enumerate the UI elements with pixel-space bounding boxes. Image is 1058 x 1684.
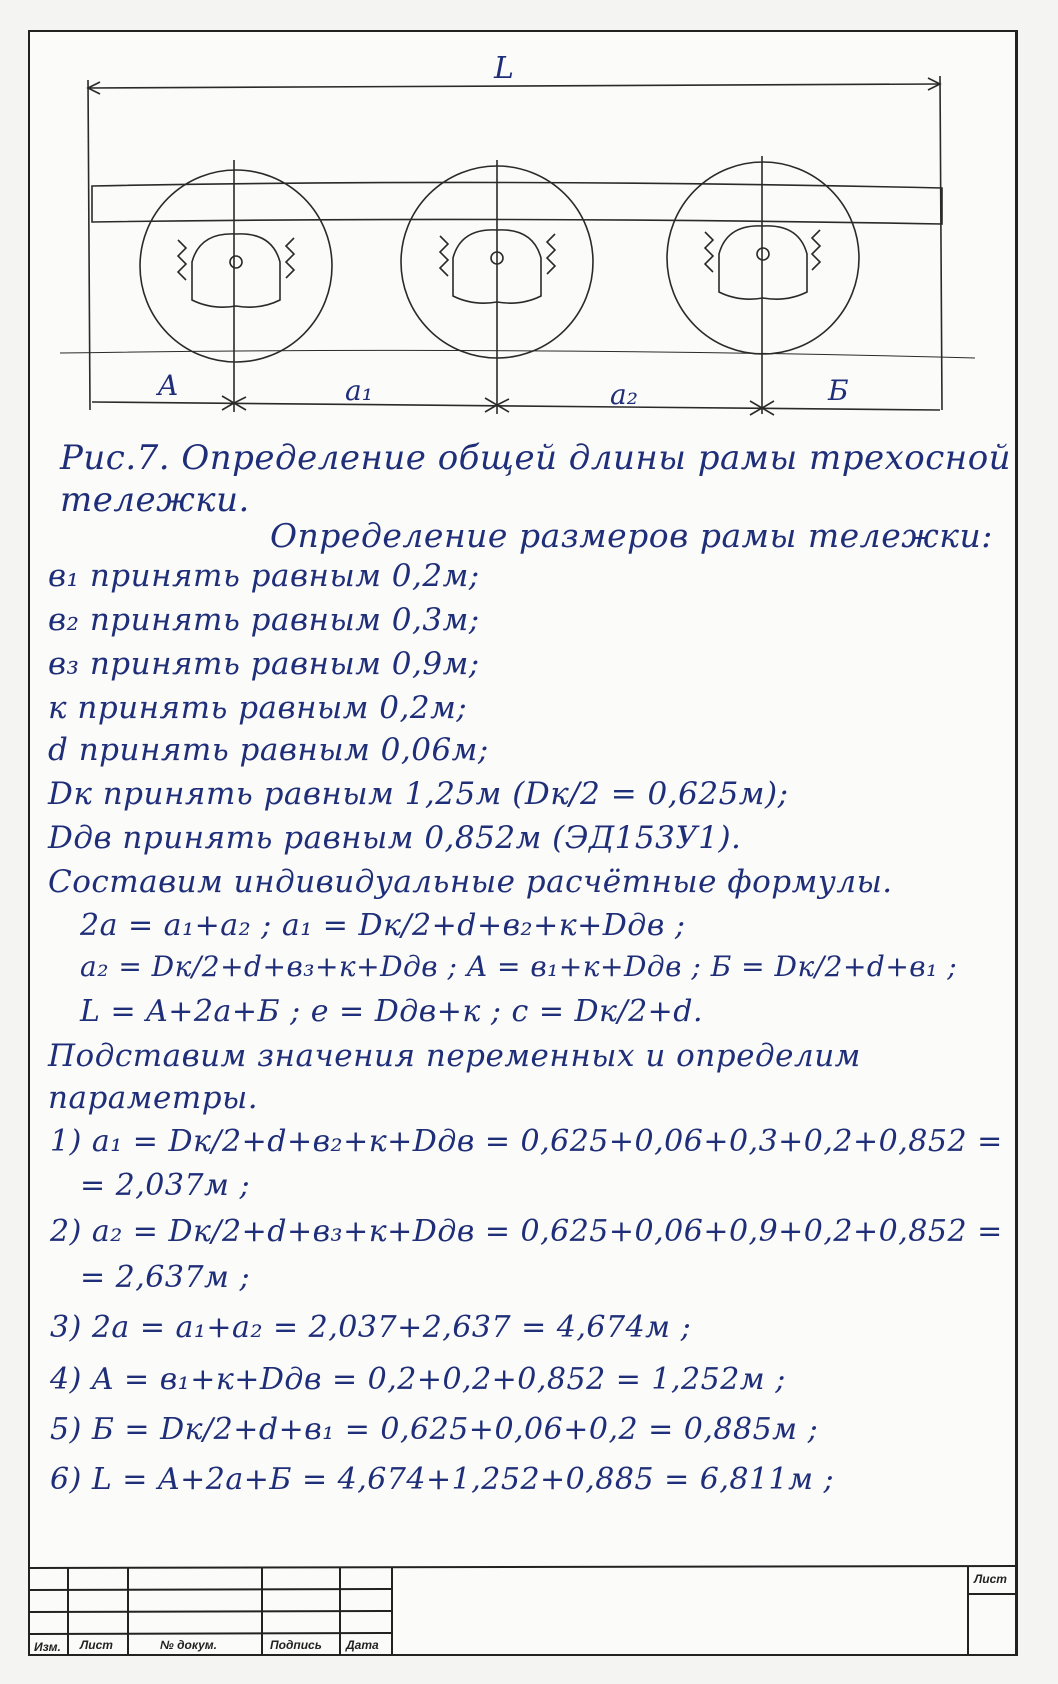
calc-1: 1) a₁ = Dк/2+d+в₂+к+Dдв = 0,625+0,06+0,3+0,2+0,852 =: [50, 1124, 1003, 1159]
param-b3: в₃ принять равным 0,9м;: [48, 646, 480, 682]
calc-1-result: = 2,037м ;: [80, 1168, 251, 1203]
param-d: d принять равным 0,06м;: [48, 732, 489, 768]
label-B: Б: [828, 374, 849, 407]
label-a1: a₁: [345, 374, 373, 407]
section-heading: Определение размеров рамы тележки:: [270, 516, 993, 555]
formula-line-3: L = A+2a+Б ; e = Dдв+к ; c = Dк/2+d.: [80, 994, 704, 1029]
stamp-sheet-label: Лист: [974, 1572, 1007, 1586]
calc-4: 4) A = в₁+к+Dдв = 0,2+0,2+0,852 = 1,252м ;: [50, 1362, 786, 1397]
param-Ddv: Dдв принять равным 0,852м (ЭД153У1).: [48, 820, 742, 856]
stamp-document-number: № докум.: [160, 1638, 217, 1652]
label-L: L: [494, 51, 514, 86]
label-A: A: [158, 369, 179, 402]
formulas-heading: Составим индивидуальные расчётные формулы.: [48, 864, 893, 900]
stamp-signature: Подпись: [270, 1638, 322, 1652]
calc-3: 3) 2a = a₁+a₂ = 2,037+2,637 = 4,674м ;: [50, 1310, 692, 1345]
substitution-heading-line1: Подставим значения переменных и определим: [48, 1038, 861, 1074]
calc-2-result: = 2,637м ;: [80, 1260, 251, 1295]
calc-6: 6) L = A+2a+Б = 4,674+1,252+0,885 = 6,811м ;: [50, 1462, 835, 1497]
param-Dk: Dк принять равным 1,25м (Dк/2 = 0,625м);: [48, 776, 789, 812]
label-a2: a₂: [610, 378, 638, 411]
formula-line-1: 2a = a₁+a₂ ; a₁ = Dк/2+d+в₂+к+Dдв ;: [80, 908, 686, 943]
figure-caption-line1: Рис.7. Определение общей длины рамы трехосной: [60, 438, 1012, 478]
calc-2: 2) a₂ = Dк/2+d+в₃+к+Dдв = 0,625+0,06+0,9+0,2+0,852 =: [50, 1214, 1003, 1249]
figure-caption-line2: тележки.: [60, 480, 250, 520]
substitution-heading-line2: параметры.: [48, 1080, 259, 1116]
formula-line-2: a₂ = Dк/2+d+в₃+к+Dдв ; A = в₁+к+Dдв ; Б = Dк/2+d+в₁ ;: [80, 950, 958, 983]
param-k: к принять равным 0,2м;: [48, 690, 468, 726]
param-b2: в₂ принять равным 0,3м;: [48, 602, 480, 638]
stamp-list: Лист: [80, 1638, 113, 1652]
stamp-date: Дата: [346, 1638, 379, 1652]
calc-5: 5) Б = Dк/2+d+в₁ = 0,625+0,06+0,2 = 0,885м ;: [50, 1412, 819, 1447]
stamp-izm: Изм.: [34, 1640, 61, 1654]
param-b1: в₁ принять равным 0,2м;: [48, 558, 480, 594]
